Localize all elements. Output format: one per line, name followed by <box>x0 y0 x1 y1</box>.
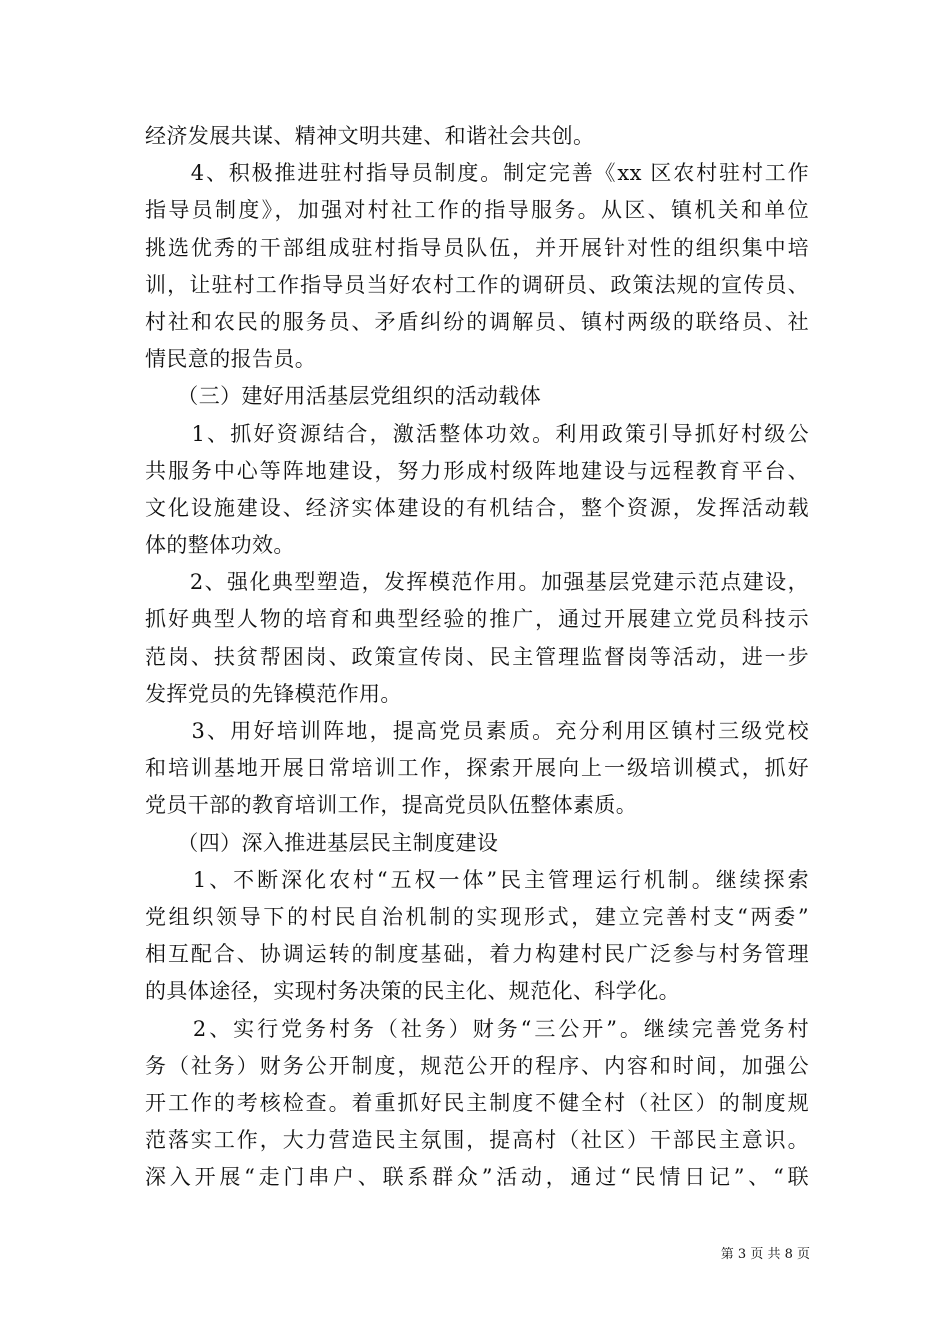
text-line: （三）建好用活基层党组织的活动载体 <box>145 384 542 409</box>
text-line: 村社和农民的服务员、矛盾纠纷的调解员、镇村两级的联络员、社 <box>145 309 809 334</box>
text-line: 训，让驻村工作指导员当好农村工作的调研员、政策法规的宣传员、 <box>145 272 809 297</box>
text-line: 2、实行党务村务（社务）财务“三公开”。继续完善党务村 <box>145 1016 809 1041</box>
text-line: 体的整体功效。 <box>145 533 295 558</box>
text-line: 3、用好培训阵地，提高党员素质。充分利用区镇村三级党校 <box>145 719 809 743</box>
text-line: 1、抓好资源结合，激活整体功效。利用政策引导抓好村级公 <box>145 421 809 446</box>
text-line: 开工作的考核检查。着重抓好民主制度不健全村（社区）的制度规 <box>145 1090 809 1115</box>
page-number: 第 3 页 共 8 页 <box>720 1247 810 1262</box>
text-line: 抓好典型人物的培育和典型经验的推广，通过开展建立党员科技示 <box>145 607 809 632</box>
text-line: 的具体途径，实现村务决策的民主化、规范化、科学化。 <box>145 979 680 1004</box>
text-line: 深入开展“走门串户、联系群众”活动，通过“民情日记”、“联 <box>145 1165 809 1190</box>
text-line: 2、强化典型塑造，发挥模范作用。加强基层党建示范点建设， <box>145 570 809 595</box>
text-line: 经济发展共谋、精神文明共建、和谐社会共创。 <box>145 124 595 148</box>
text-line: 指导员制度》，加强对村社工作的指导服务。从区、镇机关和单位 <box>145 198 809 223</box>
text-line: 共服务中心等阵地建设，努力形成村级阵地建设与远程教育平台、 <box>145 458 809 483</box>
document-body <box>145 118 809 1196</box>
text-line: 范岗、扶贫帮困岗、政策宣传岗、民主管理监督岗等活动，进一步 <box>145 644 809 669</box>
text-line: 4、积极推进驻村指导员制度。制定完善《xx 区农村驻村工作 <box>145 161 809 186</box>
text-line: 文化设施建设、经济实体建设的有机结合，整个资源，发挥活动载 <box>145 495 809 520</box>
text-line: 挑选优秀的干部组成驻村指导员队伍，并开展针对性的组织集中培 <box>145 235 809 260</box>
text-line: 情民意的报告员。 <box>145 347 317 372</box>
text-line: 党员干部的教育培训工作，提高党员队伍整体素质。 <box>145 793 638 818</box>
text-line: （四）深入推进基层民主制度建设 <box>145 830 499 855</box>
text-line: 党组织领导下的村民自治机制的实现形式，建立完善村支“两委” <box>145 904 809 929</box>
text-line: 务（社务）财务公开制度，规范公开的程序、内容和时间，加强公 <box>145 1053 809 1078</box>
text-line: 发挥党员的先锋模范作用。 <box>145 681 402 706</box>
text-line: 1、不断深化农村“五权一体”民主管理运行机制。继续探索 <box>145 867 809 892</box>
text-line: 相互配合、协调运转的制度基础，着力构建村民广泛参与村务管理 <box>145 942 809 967</box>
text-line: 和培训基地开展日常培训工作，探索开展向上一级培训模式，抓好 <box>145 756 809 781</box>
text-line: 范落实工作，大力营造民主氛围，提高村（社区）干部民主意识。 <box>145 1128 809 1153</box>
